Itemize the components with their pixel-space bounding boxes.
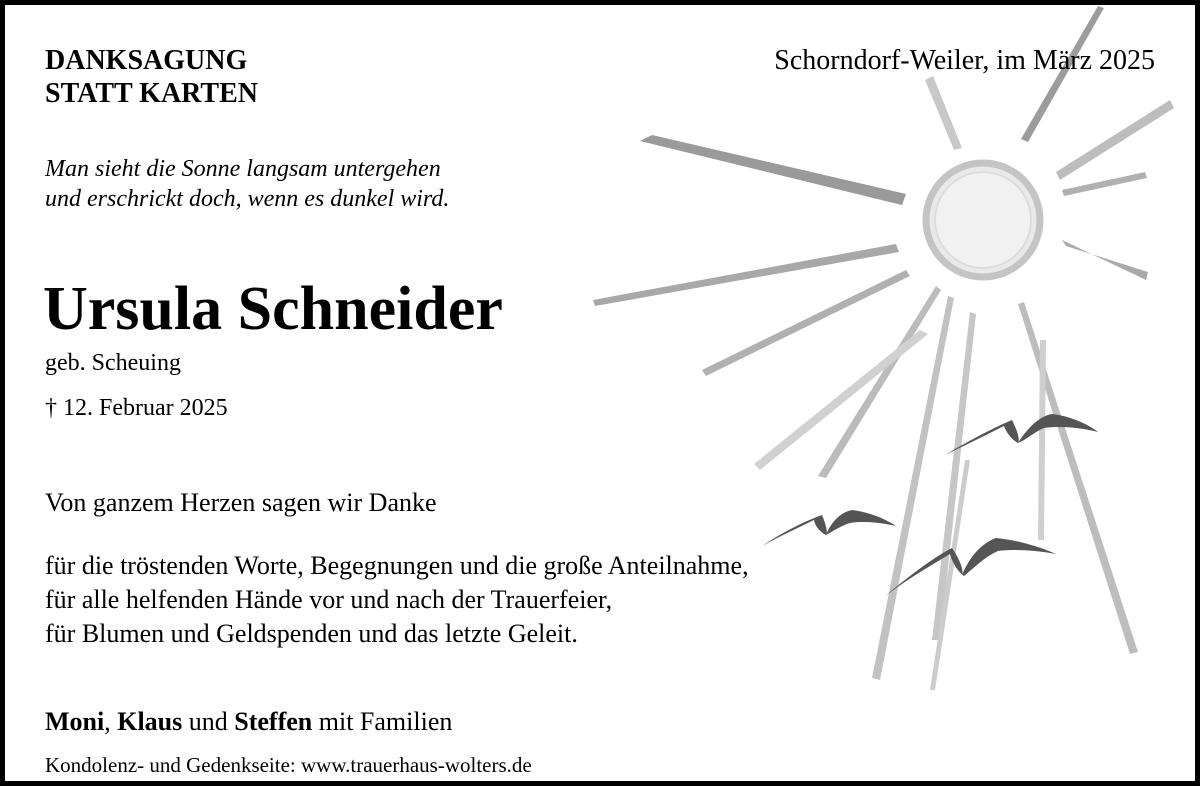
sun-ray (640, 135, 906, 205)
bird-icon (762, 510, 896, 546)
condolence-footer: Kondolenz- und Gedenkseite: www.trauerhaus-wolters.de (45, 753, 532, 777)
thanks-lines (45, 549, 749, 651)
thanks-line: für Blumen und Geldspenden und das letzte Geleit. (45, 619, 578, 648)
death-date: † 12. Februar 2025 (45, 395, 228, 421)
signer-name: Moni (45, 707, 105, 736)
place-date: Schorndorf-Weiler, im März 2025 (774, 45, 1155, 76)
sun-ray (1062, 240, 1148, 280)
sun-ray (702, 270, 910, 376)
quote-line: und erschrickt doch, wenn es dunkel wird. (45, 186, 450, 212)
signer-separator: , (104, 707, 118, 736)
heading (45, 44, 258, 110)
signer-suffix: mit Familien (312, 707, 453, 736)
signer-name: Klaus (117, 707, 183, 736)
sun-ray (1062, 172, 1147, 196)
heading-line: STATT KARTEN (45, 78, 258, 109)
sun-ray (1056, 100, 1174, 180)
deceased-name: Ursula Schneider (43, 275, 503, 343)
bird-icon (884, 538, 1056, 597)
signer-name: Steffen (234, 707, 313, 736)
bird-icon (945, 414, 1098, 455)
thanks-heading: Von ganzem Herzen sagen wir Danke (45, 488, 437, 517)
thanks-line: für alle helfenden Hände vor und nach der Trauerfeier, (45, 585, 613, 614)
sun-ray (1018, 302, 1138, 654)
sun-ray (925, 76, 962, 150)
thanks-line: für die tröstenden Worte, Begegnungen und die große Anteilnahme, (45, 551, 749, 580)
signers (45, 706, 452, 738)
quote (45, 154, 449, 214)
birds (762, 414, 1098, 597)
heading-line: DANKSAGUNG (45, 45, 248, 76)
signer-separator: und (182, 707, 235, 736)
quote-line: Man sieht die Sonne langsam untergehen (45, 156, 441, 182)
maiden-name: geb. Scheuing (45, 350, 181, 376)
sun-circle (926, 163, 1040, 277)
